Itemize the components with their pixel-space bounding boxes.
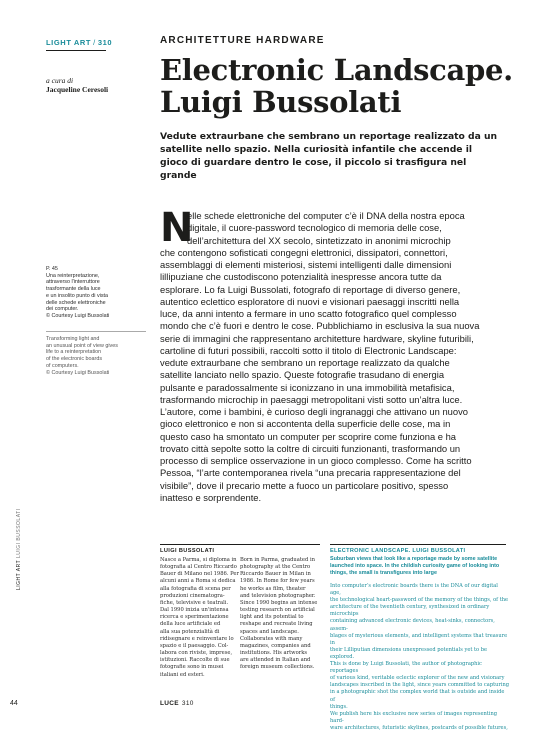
- body-line: autentico eclettico esploratore di nuovi e visionari paesaggi inscritti nella: [160, 295, 460, 307]
- body-line: elle schede elettroniche del computer c’è il DNA della nostra epoca: [187, 210, 465, 221]
- bio-line: institutions. His artworks: [240, 650, 307, 657]
- english-heading: ELECTRONIC LANDSCAPE. LUIGI BUSSOLATI: [330, 548, 466, 554]
- bio-line: are attended in Italian and: [240, 657, 311, 664]
- body-line: processo di semplice osservazione in un gioco complesso. Come ha scritto: [160, 455, 472, 466]
- english-line: This is done by Luigi Bussolati, the author of photographic reportages: [330, 661, 482, 675]
- title-line-2: Luigi Bussolati: [160, 85, 402, 119]
- body-line: lillipuziane che custodiscono potenzialità inespresse ancora tutte da: [160, 271, 442, 283]
- caption-line: © Courtesy Luigi Bussolati: [46, 369, 110, 376]
- bio-line: alla fotografia di scena per: [160, 585, 231, 592]
- body-line: serie di immagini che rappresentano architetture hardware, skyline futuribili,: [160, 332, 474, 344]
- body-line: vedute extraurbane che sembrano un reportage realizzato da qualche: [160, 357, 450, 368]
- bio-line: fotografia al Centro Riccardo: [160, 564, 237, 571]
- bio-rule: [160, 544, 320, 545]
- caption-line: an unusual point of view gives: [46, 342, 118, 349]
- caption-line: © Courtesy Luigi Bussolati: [46, 312, 110, 319]
- section-tag: [46, 38, 112, 47]
- article-lede: Vedute extraurbane che sembrano un reportage realizzato da un satellite nello spazio. Nella curiosità infantile che accende il gioco di guardare dentro le cose, il piccolo si trasfigura nel grande: [160, 131, 498, 181]
- bio-line: reshape and recreate living: [240, 621, 313, 628]
- bio-line: labora con riviste, imprese,: [160, 650, 233, 657]
- english-lede-line: launched into space. In the childish curiosity game of looking into: [330, 563, 500, 569]
- caption-line: of computers.: [46, 362, 79, 369]
- page-number: 44: [10, 700, 18, 707]
- english-line: Into computer’s electronic boards there is the DNA of our digital age,: [330, 583, 498, 597]
- english-lede-line: things, the small is transfigures into large: [330, 570, 437, 576]
- caption-divider: [46, 331, 146, 332]
- english-line: of various kind, veritable eclectic explorer of the new and visionary: [330, 675, 505, 682]
- english-lede: [330, 556, 510, 577]
- body-line: gioco elettronico e non si accontenta della superficie delle cose, ma in: [160, 418, 451, 430]
- body-line: L’autore, come i bambini, è curioso degli ingranaggi che attivano un nuovo: [160, 406, 469, 417]
- bio-line: light and its potential to: [240, 614, 304, 621]
- caption-line: e un insolito punto di vista: [46, 292, 109, 299]
- footer-magazine: [160, 700, 194, 707]
- body-line: visibile”, dove il precario mette a fuoco un particolare positivo, spesso: [160, 479, 449, 491]
- caption-line: delle schede elettroniche: [46, 299, 106, 306]
- english-rule: [330, 544, 506, 545]
- body-line: Pessoa, “l’arte contemporanea rivela “una precaria rappresentazione del: [160, 467, 461, 479]
- body-line: trasformando microchip in paesaggi metropolitani visti sotto un’altra luce.: [160, 393, 463, 405]
- caption-english: [46, 336, 146, 376]
- bio-line: Nasce a Parma, si diploma in: [160, 557, 237, 563]
- bio-line: spaces and landscape.: [240, 628, 299, 635]
- body-line: che contengono sofisticati congegni elettronici, dissipatori, connettori,: [160, 246, 448, 258]
- kicker: ARCHITETTURE HARDWARE: [160, 35, 325, 46]
- issue-number: 310: [97, 38, 113, 47]
- bio-english: [240, 557, 322, 672]
- caption-line: Una reinterpretazione,: [46, 272, 100, 279]
- bio-line: ridisegnare e reinventare lo: [160, 635, 234, 642]
- magazine-issue: 310: [181, 700, 194, 707]
- bio-line: italiani ed esteri.: [160, 671, 205, 678]
- bio-line: foreign museum collections.: [240, 664, 315, 671]
- bio-line: alcuni anni a Roma si dedica: [160, 578, 236, 585]
- body-line: assemblaggi di elementi misteriosi, sistemi intelligenti dalle dimensioni: [160, 259, 452, 270]
- byline-prefix: a cura di: [46, 76, 74, 85]
- bio-line: Collaborates with many: [240, 635, 303, 642]
- drop-cap: N: [160, 205, 194, 251]
- bio-line: istituzioni. Raccolte di sue: [160, 657, 230, 664]
- bio-line: 1986. In Rome for few years: [240, 578, 315, 585]
- english-line: the technological heart-password of the memory of the things, of the: [330, 597, 509, 604]
- body-line: trovato città sepolte sotto la coltre di circuiti funzionanti, trasformando un: [160, 442, 461, 454]
- english-line: blages of mysterious elements, and intelligent systems that treasure in: [330, 632, 508, 646]
- body-line: cartoline di futuri possibili, raccolti sotto il titolo di Electronic Landscape:: [160, 344, 457, 356]
- english-lede-line: Suburban views that look like a reportage made by some satellite: [330, 556, 498, 562]
- body-line: digitale, il cuore-password tecnologico di memoria delle cose,: [187, 222, 442, 234]
- side-label-section: LIGHT ART: [16, 559, 22, 590]
- bio-line: photography at the Centro: [240, 564, 311, 571]
- header-rule-left: [46, 50, 106, 51]
- caption-italian: [46, 266, 146, 320]
- body-line: satellite lanciato nello spazio. Queste fotografie trasudano di energia: [160, 369, 445, 381]
- bio-line: Bauer di Milano nel 1986. Per: [160, 571, 239, 578]
- bio-line: and television photographer.: [240, 592, 316, 599]
- body-line: inatteso e sorprendente.: [160, 491, 262, 503]
- bio-line: Since 1990 begins an intense: [240, 599, 318, 606]
- bio-line: fotografie sono in musei: [160, 664, 224, 671]
- caption-line: Transforming light and: [46, 336, 100, 342]
- caption-line: life to a reinterpretation: [46, 349, 102, 356]
- body-line: esplorare. Lo fa Luigi Bussolati, fotografo di reportage di diverso genere,: [160, 283, 461, 295]
- bio-line: produzioni cinematogra-: [160, 592, 225, 599]
- english-line: architecture of the twentieth century, synthesized in ordinary microchips: [330, 604, 490, 618]
- body-line: dell’architettura del XX secolo, sintetizzato in anonimi microchip: [187, 234, 451, 246]
- english-line: things.: [330, 703, 348, 710]
- english-text: [330, 583, 510, 732]
- bio-line: della luce artificiale ed: [160, 621, 221, 628]
- byline-author: Jacqueline Ceresoli: [46, 85, 109, 94]
- section-name: LIGHT ART: [46, 38, 92, 47]
- bio-line: Dal 1990 inizia un'intensa: [160, 607, 229, 614]
- title-line-1: Electronic Landscape.: [160, 53, 513, 87]
- english-line: in a photographic shot the complex world that is outside and inside of: [330, 689, 505, 703]
- bio-italian: [160, 557, 240, 679]
- byline: [46, 76, 108, 94]
- english-line: landscapes inscribed in the light, since years committed to capturing: [330, 682, 510, 689]
- body-line: pulsante e paradossalmente si iconizzano in una immobilità metafisica,: [160, 381, 455, 393]
- bio-line: fiche, televisive e teatrali.: [160, 599, 229, 606]
- bio-line: he works as film, theater: [240, 585, 306, 592]
- caption-line: trasformante della luce: [46, 286, 101, 293]
- magazine-name: LUCE: [160, 700, 179, 707]
- caption-line: dei computer.: [46, 306, 79, 313]
- side-label: [16, 508, 22, 590]
- bio-line: spazio e il paesaggio. Col-: [160, 642, 229, 649]
- bio-line: Born in Parma, graduated in: [240, 557, 315, 563]
- english-line: We publish here his exclusive new series of images representing hard-: [330, 710, 498, 724]
- article-title: [160, 54, 520, 118]
- bio-line: alla sua potenzialità di: [160, 628, 220, 635]
- side-label-sub: LUIGI BUSSOLATI: [16, 508, 22, 559]
- english-line: containing advanced electronic devices, heat-sinks, connectors, assem-: [330, 618, 495, 632]
- caption-line: attraverso l'interruttore: [46, 279, 100, 286]
- caption-line: P. 45: [46, 266, 58, 272]
- body-line: questo caso ha smontato un computer per scoprire come funziona e ha: [160, 430, 457, 442]
- bio-line: ricerca e sperimentazione: [160, 614, 229, 621]
- body-line: mondo che c’è fuori e dentro le cose. Pubblichiamo in esclusiva la sua nuova: [160, 320, 480, 332]
- body-text: [160, 205, 506, 504]
- bio-heading: LUIGI BUSSOLATI: [160, 548, 215, 554]
- bio-line: testing research on artificial: [240, 607, 315, 614]
- bio-line: magazines, companies and: [240, 642, 311, 649]
- bio-line: Riccardo Bauer in Milan in: [240, 571, 311, 578]
- english-line: their Lilliputian dimensions unexpressed potentials yet to be explored.: [330, 646, 488, 660]
- body-line: luce, da anni intento a fermare in uno scatto fotografico quel complesso: [160, 308, 457, 319]
- english-line: ware architectures, futuristic skylines, postcards of possible futures,: [330, 724, 508, 731]
- section-separator: /: [93, 38, 96, 47]
- caption-line: of the electronic boards: [46, 356, 103, 363]
